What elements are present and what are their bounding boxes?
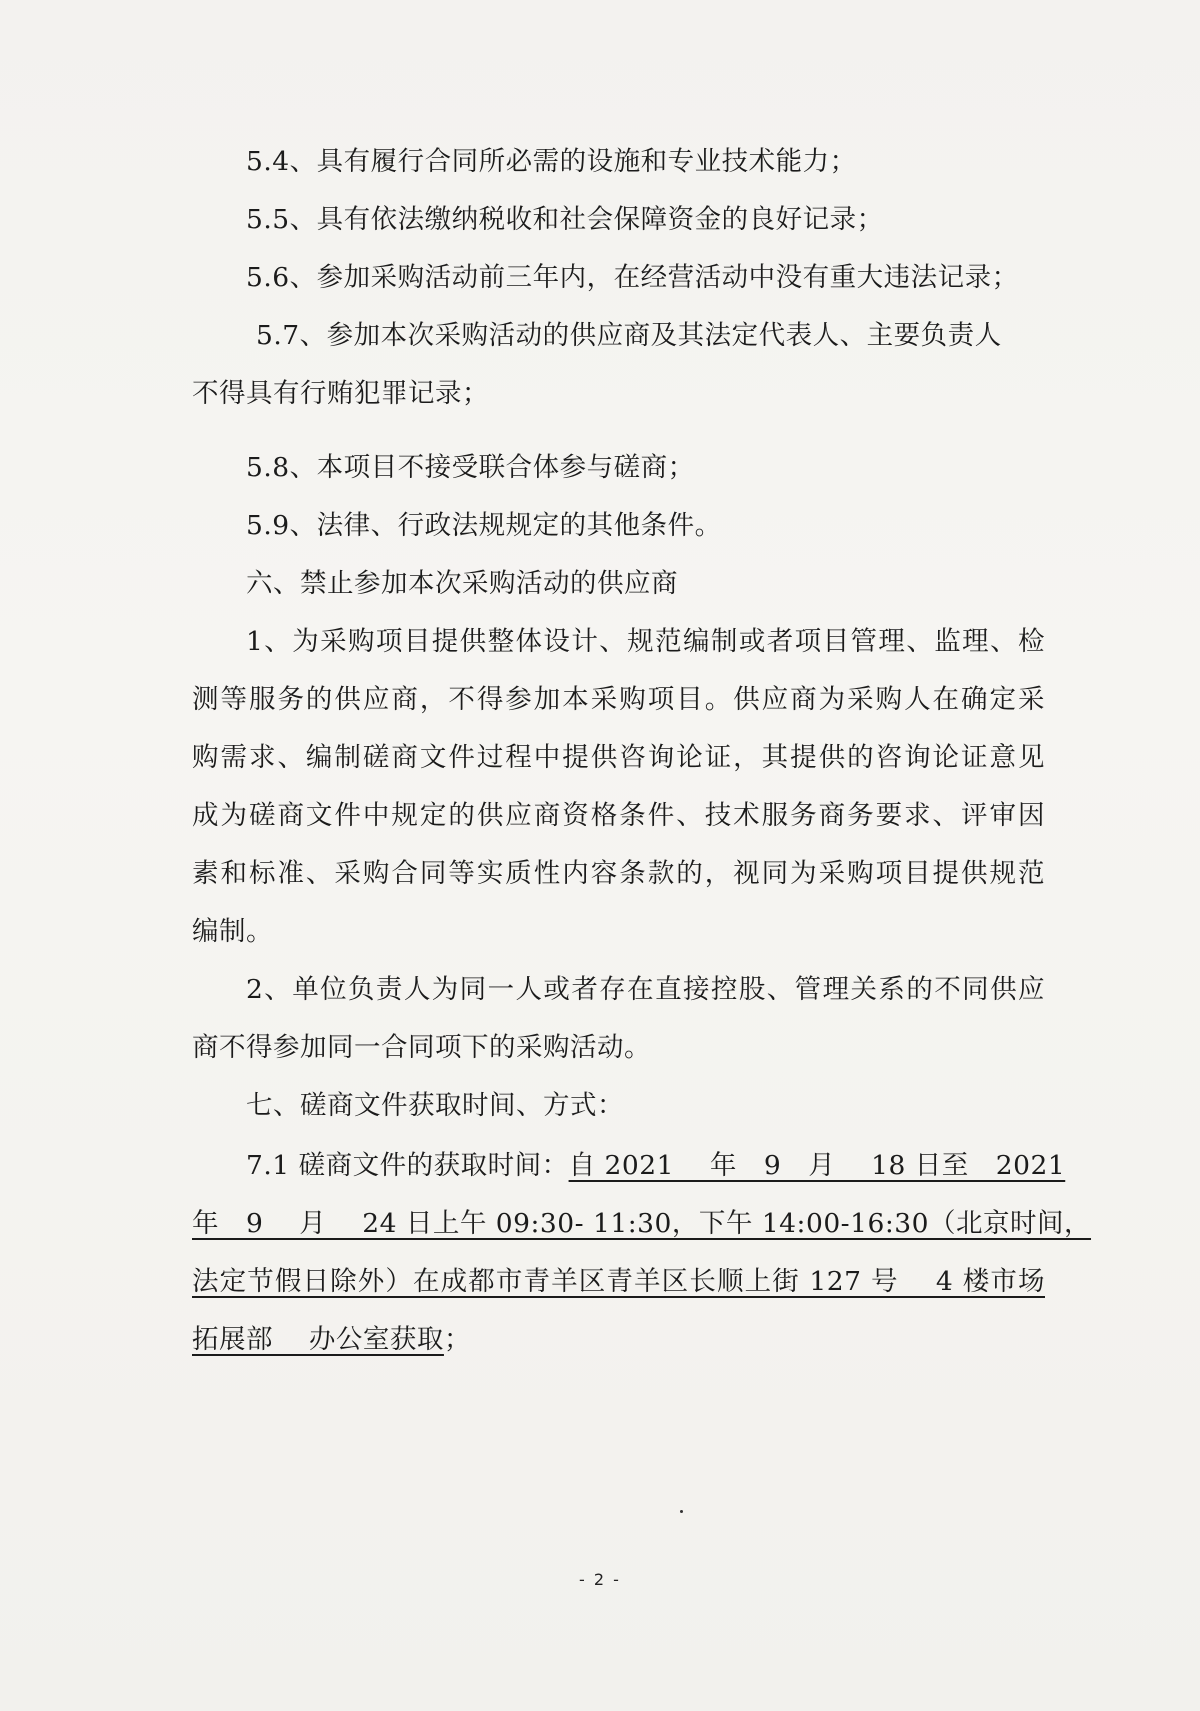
clause-5-8: 5.8、本项目不接受联合体参与磋商； [246,452,695,483]
clause-7-1-line-4 [192,1322,471,1358]
section-6-item-2-line-1: 2、单位负责人为同一人或者存在直接控股、管理关系的不同供应 [246,974,1045,1005]
scan-speck [680,1510,683,1513]
clause-5-9: 5.9、法律、行政法规规定的其他条件。 [246,510,722,541]
section-6-item-2-line-2: 商不得参加同一合同项下的采购活动。 [192,1032,651,1063]
section-6-item-1-line-1: 1、为采购项目提供整体设计、规范编制或者项目管理、监理、检 [246,626,1045,657]
section-6-item-1-line-2: 测等服务的供应商，不得参加本采购项目。供应商为采购人在确定采 [192,684,1045,715]
section-6-item-1-line-6: 编制。 [192,916,273,947]
section-7-heading: 七、磋商文件获取时间、方式： [246,1090,624,1121]
acquisition-period-start: 自 2021 年 9 月 18 日至 2021 [568,1150,1066,1181]
clause-5-6: 5.6、参加采购活动前三年内，在经营活动中没有重大违法记录； [246,262,1019,293]
clause-7-1-label: 7.1 磋商文件的获取时间： [246,1150,569,1181]
clause-5-5: 5.5、具有依法缴纳税收和社会保障资金的良好记录； [246,204,884,235]
section-6-item-1-line-4: 成为磋商文件中规定的供应商资格条件、技术服务商务要求、评审因 [192,800,1045,831]
clause-5-4: 5.4、具有履行合同所必需的设施和专业技术能力； [246,146,857,177]
acquisition-period-end: 年 9 月 24 日上午 09:30- 11:30，下午 14:00-16:30（北京时间， [192,1208,1092,1239]
acquisition-location: 法定节假日除外）在成都市青羊区青羊区长顺上街 127 号 4 楼市场 [192,1266,1045,1297]
section-6-item-1-line-3: 购需求、编制磋商文件过程中提供咨询论证，其提供的咨询论证意见 [192,742,1045,773]
page-number: - 2 - [579,1570,621,1589]
section-6-item-1-line-5: 素和标准、采购合同等实质性内容条款的，视同为采购项目提供规范 [192,858,1045,889]
section-6-heading: 六、禁止参加本次采购活动的供应商 [246,568,678,599]
clause-7-1-line-1 [246,1148,1065,1184]
clause-7-1-end-punct: ； [443,1324,471,1355]
clause-5-7-line-1: 5.7、参加本次采购活动的供应商及其法定代表人、主要负责人 [256,320,1002,351]
acquisition-office: 拓展部 办公室获取 [192,1324,444,1355]
clause-5-7-line-2: 不得具有行贿犯罪记录； [192,378,489,409]
